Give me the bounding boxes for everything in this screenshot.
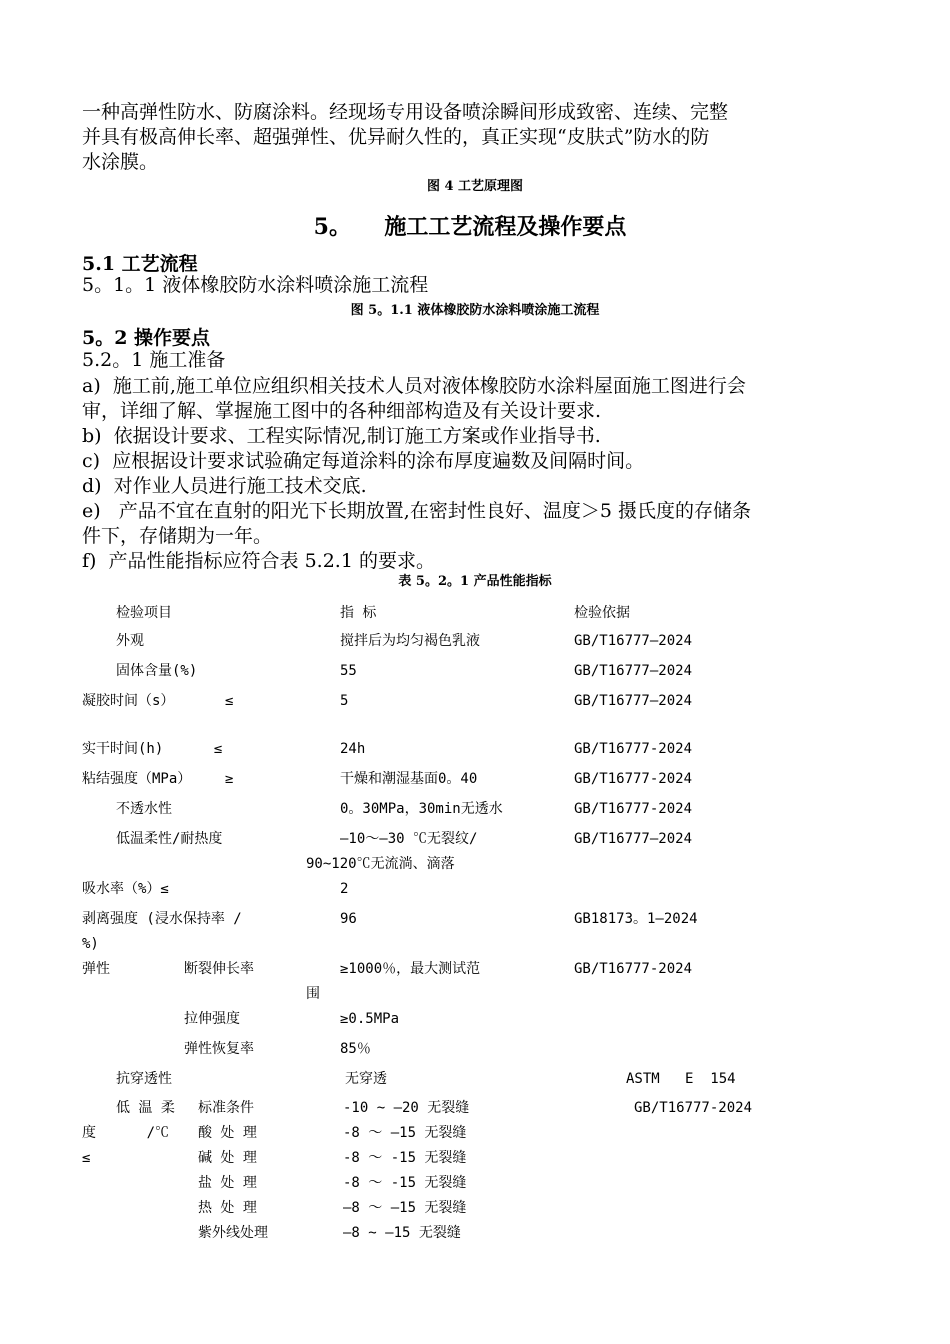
list-text: 产品不宜在直射的阳光下长期放置,在密封性良好、温度＞5 摄氏度的存储条 (112, 500, 751, 522)
list-item (82, 549, 435, 573)
section-5-2-heading: 5。2 操作要点 (82, 327, 211, 349)
table-cell-basis: GB/T16777—2024 (574, 693, 693, 709)
table-header-item: 检验项目 (116, 605, 172, 621)
table-cell-item-continuation: %) (82, 936, 99, 952)
table-cell-basis: ASTM E 154 (626, 1071, 736, 1087)
table-cell-subitem: 拉伸强度 (184, 1011, 240, 1027)
table-cell-spec: 5 (340, 693, 349, 709)
low-temp-basis: GB/T16777-2024 (634, 1100, 753, 1116)
intro-line-2: 并具有极高伸长率、超强弹性、优异耐久性的，真正实现“皮肤式”防水的防 (82, 126, 710, 148)
low-temp-condition: 标准条件 (198, 1100, 254, 1116)
low-temp-value: -10 ~ —20 无裂缝 (343, 1100, 470, 1116)
table-cell-item: 固体含量(%) (116, 663, 198, 679)
table-cell-spec: 搅拌后为均匀褐色乳液 (340, 633, 480, 649)
table-cell-basis: GB/T16777—2024 (574, 831, 693, 847)
table-cell-spec: 2 (340, 881, 349, 897)
list-marker: e) (82, 500, 101, 522)
list-item-continuation: 件下，存储期为一年。 (82, 525, 273, 547)
section-number: 5。 (313, 214, 351, 240)
list-item (82, 374, 746, 398)
section-5-2-1: 5.2。1 施工准备 (82, 349, 226, 371)
figure-5-1-1-caption: 图 5。1.1 液体橡胶防水涂料喷涂施工流程 (350, 303, 600, 318)
intro-line-1: 一种高弹性防水、防腐涂料。经现场专用设备喷涂瞬间形成致密、连续、完整 (82, 101, 729, 123)
table-cell-item: 低温柔性/耐热度 (116, 831, 223, 847)
table-header-spec: 指 标 (340, 605, 377, 621)
list-item (82, 474, 367, 498)
table-cell-basis: GB18173。1—2024 (574, 911, 698, 927)
list-text: 施工前,施工单位应组织相关技术人员对液体橡胶防水涂料屋面施工图进行会 (112, 375, 746, 397)
section-title: 施工工艺流程及操作要点 (384, 214, 627, 240)
low-temp-value: -8 ～ -15 无裂缝 (343, 1175, 467, 1191)
table-cell-item: 凝胶时间（s） ≤ (82, 693, 234, 709)
list-marker: c) (82, 450, 101, 472)
table-cell-basis: GB/T16777—2024 (574, 663, 693, 679)
table-cell-item: 实干时间(h) ≤ (82, 741, 223, 757)
section-5-1-heading: 5.1 工艺流程 (82, 253, 198, 275)
list-item (82, 499, 751, 523)
table-header-basis: 检验依据 (574, 605, 630, 621)
low-temp-label-continuation: 度 /℃ (82, 1125, 170, 1141)
table-cell-item: 不透水性 (116, 801, 172, 817)
table-cell-basis: GB/T16777-2024 (574, 771, 693, 787)
figure-4-caption: 图 4 工艺原理图 (426, 179, 524, 194)
low-temp-value: —8 ~ —15 无裂缝 (343, 1225, 461, 1241)
low-temp-value: -8 ～ —15 无裂缝 (343, 1125, 467, 1141)
table-cell-spec: —10～—30 ℃无裂纹/ (340, 831, 478, 847)
list-marker: d) (82, 475, 102, 497)
table-cell-spec: 85％ (340, 1041, 371, 1057)
low-temp-condition: 酸 处 理 (198, 1125, 257, 1141)
low-temp-value: -8 ～ -15 无裂缝 (343, 1150, 467, 1166)
table-cell-subitem: 弹性恢复率 (184, 1041, 254, 1057)
table-cell-spec: 干燥和潮湿基面0。40 (340, 771, 478, 787)
table-cell-spec: 96 (340, 911, 357, 927)
table-cell-spec: 0。30MPa，30min无透水 (340, 801, 503, 817)
table-cell-basis: GB/T16777-2024 (574, 961, 693, 977)
table-cell-spec: 24h (340, 741, 366, 757)
list-text: 产品性能指标应符合表 5.2.1 的要求。 (108, 550, 435, 572)
low-temp-value: —8 ～ —15 无裂缝 (343, 1200, 467, 1216)
table-5-2-1-caption: 表 5。2。1 产品性能指标 (398, 574, 552, 589)
list-marker: a) (82, 375, 101, 397)
list-item-continuation: 审，详细了解、掌握施工图中的各种细部构造及有关设计要求. (82, 400, 602, 422)
table-cell-item: 剥离强度 (浸水保持率 / (82, 911, 242, 927)
table-cell-spec: 55 (340, 663, 357, 679)
table-cell-basis: GB/T16777-2024 (574, 741, 693, 757)
table-cell-item: 吸水率（%）≤ (82, 881, 169, 897)
list-text: 对作业人员进行施工技术交底. (113, 475, 367, 497)
section-5-heading (0, 210, 940, 241)
intro-line-3: 水涂膜。 (82, 151, 159, 173)
table-cell-item: 外观 (116, 633, 144, 649)
list-item (82, 449, 644, 473)
list-text: 依据设计要求、工程实际情况,制订施工方案或作业指导书. (113, 425, 601, 447)
table-cell-basis: GB/T16777—2024 (574, 633, 693, 649)
table-cell-spec: 无穿透 (345, 1071, 387, 1087)
low-temp-condition: 盐 处 理 (198, 1175, 257, 1191)
table-cell-item: 抗穿透性 (116, 1071, 172, 1087)
low-temp-condition: 紫外线处理 (198, 1225, 268, 1241)
table-cell-item: 弹性 (82, 961, 110, 977)
table-cell-item: 粘结强度（MPa） ≥ (82, 771, 234, 787)
table-cell-spec: ≥1000％，最大测试范 (340, 961, 481, 977)
table-cell-basis: GB/T16777-2024 (574, 801, 693, 817)
table-cell-spec-continuation: 90~120℃无流淌、滴落 (306, 856, 455, 872)
low-temp-label: 低 温 柔 (116, 1100, 175, 1116)
list-marker: f) (82, 550, 97, 572)
list-marker: b) (82, 425, 102, 447)
table-cell-spec-continuation: 围 (306, 986, 320, 1002)
list-item (82, 424, 601, 448)
section-5-1-1: 5。1。1 液体橡胶防水涂料喷涂施工流程 (82, 274, 429, 296)
low-temp-condition: 热 处 理 (198, 1200, 257, 1216)
list-text: 应根据设计要求试验确定每道涂料的涂布厚度遍数及间隔时间。 (112, 450, 645, 472)
table-cell-subitem: 断裂伸长率 (184, 961, 254, 977)
table-cell-spec: ≥0.5MPa (340, 1011, 400, 1027)
low-temp-condition: 碱 处 理 (198, 1150, 257, 1166)
low-temp-label-symbol: ≤ (82, 1150, 91, 1166)
